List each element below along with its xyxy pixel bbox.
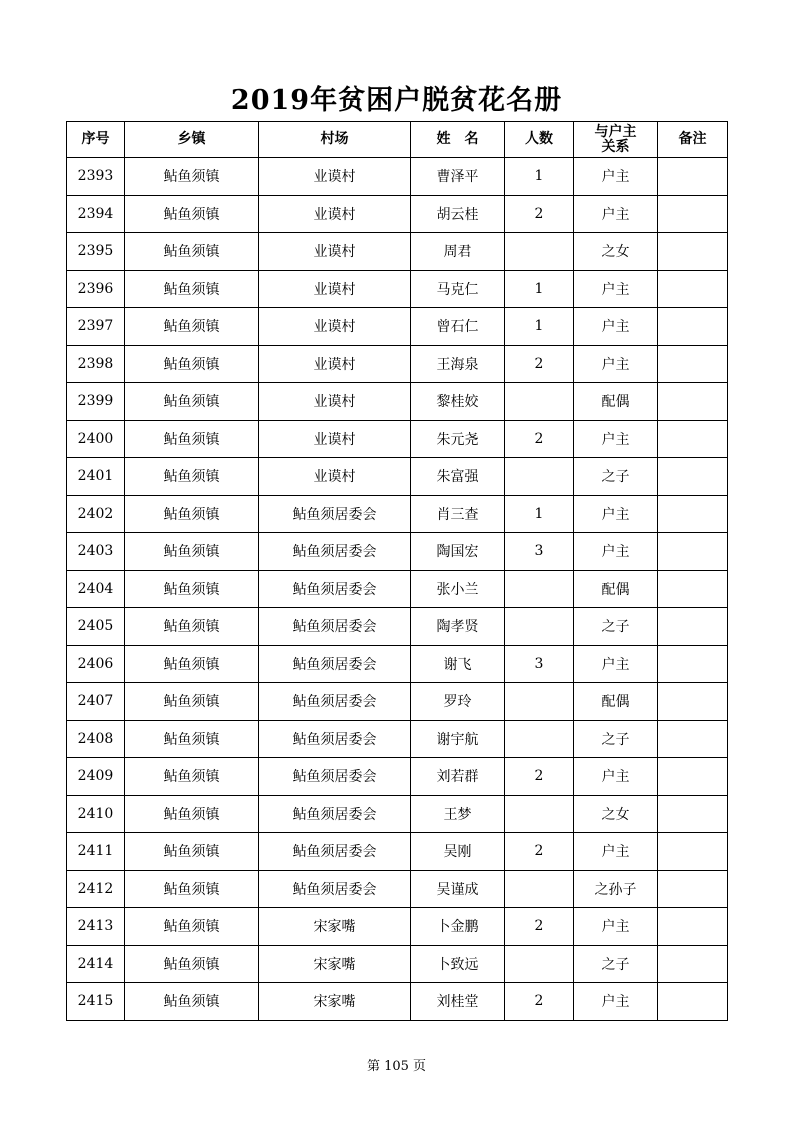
cell-name: 谢飞 — [411, 645, 505, 683]
cell-village: 鲇鱼须居委会 — [259, 795, 411, 833]
cell-name: 卜致远 — [411, 945, 505, 983]
cell-remark — [658, 720, 728, 758]
cell-remark — [658, 908, 728, 946]
cell-town: 鲇鱼须镇 — [125, 420, 259, 458]
cell-town: 鲇鱼须镇 — [125, 795, 259, 833]
cell-town: 鲇鱼须镇 — [125, 195, 259, 233]
cell-relation: 户主 — [574, 495, 658, 533]
cell-remark — [658, 195, 728, 233]
cell-remark — [658, 608, 728, 646]
cell-village: 业谟村 — [259, 383, 411, 421]
cell-name: 肖三查 — [411, 495, 505, 533]
cell-count — [505, 570, 574, 608]
cell-village: 宋家嘴 — [259, 945, 411, 983]
cell-town: 鲇鱼须镇 — [125, 683, 259, 721]
cell-village: 宋家嘴 — [259, 908, 411, 946]
cell-count: 2 — [505, 420, 574, 458]
cell-relation: 之孙子 — [574, 870, 658, 908]
cell-relation: 户主 — [574, 158, 658, 196]
cell-town: 鲇鱼须镇 — [125, 308, 259, 346]
cell-relation: 户主 — [574, 908, 658, 946]
table-row — [67, 683, 728, 721]
cell-count: 1 — [505, 495, 574, 533]
header-relation-line2: 关系 — [601, 138, 630, 155]
cell-count: 2 — [505, 983, 574, 1021]
cell-no: 2404 — [67, 570, 125, 608]
cell-village: 鲇鱼须居委会 — [259, 495, 411, 533]
cell-count: 2 — [505, 345, 574, 383]
header-village: 村场 — [259, 122, 411, 158]
cell-remark — [658, 458, 728, 496]
cell-name: 刘桂堂 — [411, 983, 505, 1021]
cell-village: 鲇鱼须居委会 — [259, 533, 411, 571]
table-row — [67, 158, 728, 196]
cell-remark — [658, 345, 728, 383]
header-no: 序号 — [67, 122, 125, 158]
table-row — [67, 608, 728, 646]
cell-count — [505, 233, 574, 271]
header-row — [67, 122, 728, 158]
header-name: 姓 名 — [411, 122, 505, 158]
cell-village: 宋家嘴 — [259, 983, 411, 1021]
cell-remark — [658, 645, 728, 683]
cell-relation: 户主 — [574, 533, 658, 571]
cell-remark — [658, 570, 728, 608]
cell-village: 鲇鱼须居委会 — [259, 833, 411, 871]
cell-name: 卜金鹏 — [411, 908, 505, 946]
cell-name: 朱元尧 — [411, 420, 505, 458]
cell-name: 罗玲 — [411, 683, 505, 721]
cell-no: 2402 — [67, 495, 125, 533]
cell-no: 2412 — [67, 870, 125, 908]
cell-name: 吴刚 — [411, 833, 505, 871]
table-row — [67, 758, 728, 796]
cell-relation: 户主 — [574, 420, 658, 458]
header-remark: 备注 — [658, 122, 728, 158]
cell-remark — [658, 383, 728, 421]
cell-relation: 配偶 — [574, 383, 658, 421]
cell-no: 2405 — [67, 608, 125, 646]
cell-remark — [658, 233, 728, 271]
cell-name: 马克仁 — [411, 270, 505, 308]
cell-village: 业谟村 — [259, 195, 411, 233]
cell-remark — [658, 533, 728, 571]
cell-no: 2394 — [67, 195, 125, 233]
table-row — [67, 908, 728, 946]
cell-no: 2393 — [67, 158, 125, 196]
cell-village: 业谟村 — [259, 420, 411, 458]
cell-no: 2397 — [67, 308, 125, 346]
cell-name: 陶孝贤 — [411, 608, 505, 646]
cell-village: 业谟村 — [259, 233, 411, 271]
cell-relation: 之子 — [574, 720, 658, 758]
cell-name: 黎桂姣 — [411, 383, 505, 421]
cell-relation: 户主 — [574, 345, 658, 383]
cell-town: 鲇鱼须镇 — [125, 833, 259, 871]
cell-name: 朱富强 — [411, 458, 505, 496]
table-row — [67, 833, 728, 871]
table-row — [67, 870, 728, 908]
table-row — [67, 233, 728, 271]
cell-relation: 户主 — [574, 270, 658, 308]
cell-count: 2 — [505, 758, 574, 796]
cell-remark — [658, 983, 728, 1021]
cell-count: 1 — [505, 270, 574, 308]
cell-count — [505, 608, 574, 646]
cell-remark — [658, 833, 728, 871]
cell-village: 业谟村 — [259, 270, 411, 308]
table-row — [67, 795, 728, 833]
table-row — [67, 495, 728, 533]
cell-remark — [658, 270, 728, 308]
table-row — [67, 458, 728, 496]
cell-town: 鲇鱼须镇 — [125, 758, 259, 796]
cell-relation: 户主 — [574, 833, 658, 871]
cell-remark — [658, 683, 728, 721]
cell-town: 鲇鱼须镇 — [125, 570, 259, 608]
page-number: 第 105 页 — [366, 1059, 427, 1074]
cell-remark — [658, 495, 728, 533]
header-count: 人数 — [505, 122, 574, 158]
cell-name: 王海泉 — [411, 345, 505, 383]
cell-name: 谢宇航 — [411, 720, 505, 758]
cell-remark — [658, 420, 728, 458]
cell-remark — [658, 870, 728, 908]
cell-no: 2408 — [67, 720, 125, 758]
table-row — [67, 983, 728, 1021]
cell-name: 张小兰 — [411, 570, 505, 608]
cell-town: 鲇鱼须镇 — [125, 720, 259, 758]
cell-town: 鲇鱼须镇 — [125, 383, 259, 421]
cell-village: 鲇鱼须居委会 — [259, 570, 411, 608]
cell-no: 2407 — [67, 683, 125, 721]
header-relation-line1: 与户主 — [594, 123, 637, 140]
table-row — [67, 345, 728, 383]
cell-no: 2395 — [67, 233, 125, 271]
cell-name: 曾石仁 — [411, 308, 505, 346]
cell-relation: 户主 — [574, 195, 658, 233]
cell-relation: 之女 — [574, 233, 658, 271]
table-row — [67, 645, 728, 683]
cell-count — [505, 683, 574, 721]
cell-town: 鲇鱼须镇 — [125, 533, 259, 571]
cell-name: 吴谨成 — [411, 870, 505, 908]
cell-count — [505, 458, 574, 496]
cell-count: 2 — [505, 833, 574, 871]
table-row — [67, 945, 728, 983]
cell-name: 刘若群 — [411, 758, 505, 796]
cell-relation: 配偶 — [574, 683, 658, 721]
cell-town: 鲇鱼须镇 — [125, 345, 259, 383]
cell-village: 鲇鱼须居委会 — [259, 870, 411, 908]
cell-remark — [658, 308, 728, 346]
cell-town: 鲇鱼须镇 — [125, 158, 259, 196]
cell-no: 2396 — [67, 270, 125, 308]
cell-relation: 配偶 — [574, 570, 658, 608]
cell-town: 鲇鱼须镇 — [125, 495, 259, 533]
cell-town: 鲇鱼须镇 — [125, 870, 259, 908]
table-row — [67, 570, 728, 608]
cell-name: 陶国宏 — [411, 533, 505, 571]
cell-remark — [658, 945, 728, 983]
cell-count: 3 — [505, 645, 574, 683]
cell-name: 王梦 — [411, 795, 505, 833]
cell-village: 鲇鱼须居委会 — [259, 720, 411, 758]
cell-count — [505, 945, 574, 983]
cell-relation: 之女 — [574, 795, 658, 833]
cell-count — [505, 795, 574, 833]
cell-name: 周君 — [411, 233, 505, 271]
cell-relation: 户主 — [574, 645, 658, 683]
cell-town: 鲇鱼须镇 — [125, 233, 259, 271]
cell-no: 2406 — [67, 645, 125, 683]
cell-count: 3 — [505, 533, 574, 571]
cell-village: 业谟村 — [259, 345, 411, 383]
header-relation — [574, 122, 658, 158]
table-row — [67, 533, 728, 571]
cell-name: 胡云桂 — [411, 195, 505, 233]
cell-no: 2400 — [67, 420, 125, 458]
cell-no: 2411 — [67, 833, 125, 871]
cell-village: 鲇鱼须居委会 — [259, 645, 411, 683]
roster-table — [66, 121, 728, 1021]
page-title: 2019年贫困户脱贫花名册 — [230, 85, 563, 116]
cell-village: 鲇鱼须居委会 — [259, 608, 411, 646]
cell-count: 1 — [505, 158, 574, 196]
cell-no: 2413 — [67, 908, 125, 946]
cell-town: 鲇鱼须镇 — [125, 608, 259, 646]
cell-town: 鲇鱼须镇 — [125, 270, 259, 308]
cell-no: 2403 — [67, 533, 125, 571]
cell-no: 2401 — [67, 458, 125, 496]
cell-no: 2414 — [67, 945, 125, 983]
cell-relation: 之子 — [574, 608, 658, 646]
table-row — [67, 720, 728, 758]
cell-name: 曹泽平 — [411, 158, 505, 196]
table-row — [67, 383, 728, 421]
cell-town: 鲇鱼须镇 — [125, 908, 259, 946]
cell-village: 业谟村 — [259, 308, 411, 346]
cell-village: 业谟村 — [259, 158, 411, 196]
cell-village: 鲇鱼须居委会 — [259, 758, 411, 796]
cell-town: 鲇鱼须镇 — [125, 645, 259, 683]
header-town: 乡镇 — [125, 122, 259, 158]
cell-relation: 户主 — [574, 983, 658, 1021]
cell-count: 2 — [505, 908, 574, 946]
cell-count — [505, 383, 574, 421]
cell-relation: 户主 — [574, 758, 658, 796]
cell-count — [505, 720, 574, 758]
cell-no: 2399 — [67, 383, 125, 421]
cell-relation: 之子 — [574, 458, 658, 496]
table-row — [67, 195, 728, 233]
table-row — [67, 270, 728, 308]
table-row — [67, 308, 728, 346]
table-body — [67, 158, 728, 1021]
cell-town: 鲇鱼须镇 — [125, 945, 259, 983]
cell-count: 2 — [505, 195, 574, 233]
cell-no: 2415 — [67, 983, 125, 1021]
cell-no: 2398 — [67, 345, 125, 383]
cell-town: 鲇鱼须镇 — [125, 458, 259, 496]
cell-relation: 之子 — [574, 945, 658, 983]
cell-town: 鲇鱼须镇 — [125, 983, 259, 1021]
cell-remark — [658, 795, 728, 833]
cell-no: 2409 — [67, 758, 125, 796]
cell-relation: 户主 — [574, 308, 658, 346]
cell-count: 1 — [505, 308, 574, 346]
cell-no: 2410 — [67, 795, 125, 833]
table-row — [67, 420, 728, 458]
cell-village: 鲇鱼须居委会 — [259, 683, 411, 721]
cell-count — [505, 870, 574, 908]
cell-village: 业谟村 — [259, 458, 411, 496]
cell-remark — [658, 758, 728, 796]
cell-remark — [658, 158, 728, 196]
